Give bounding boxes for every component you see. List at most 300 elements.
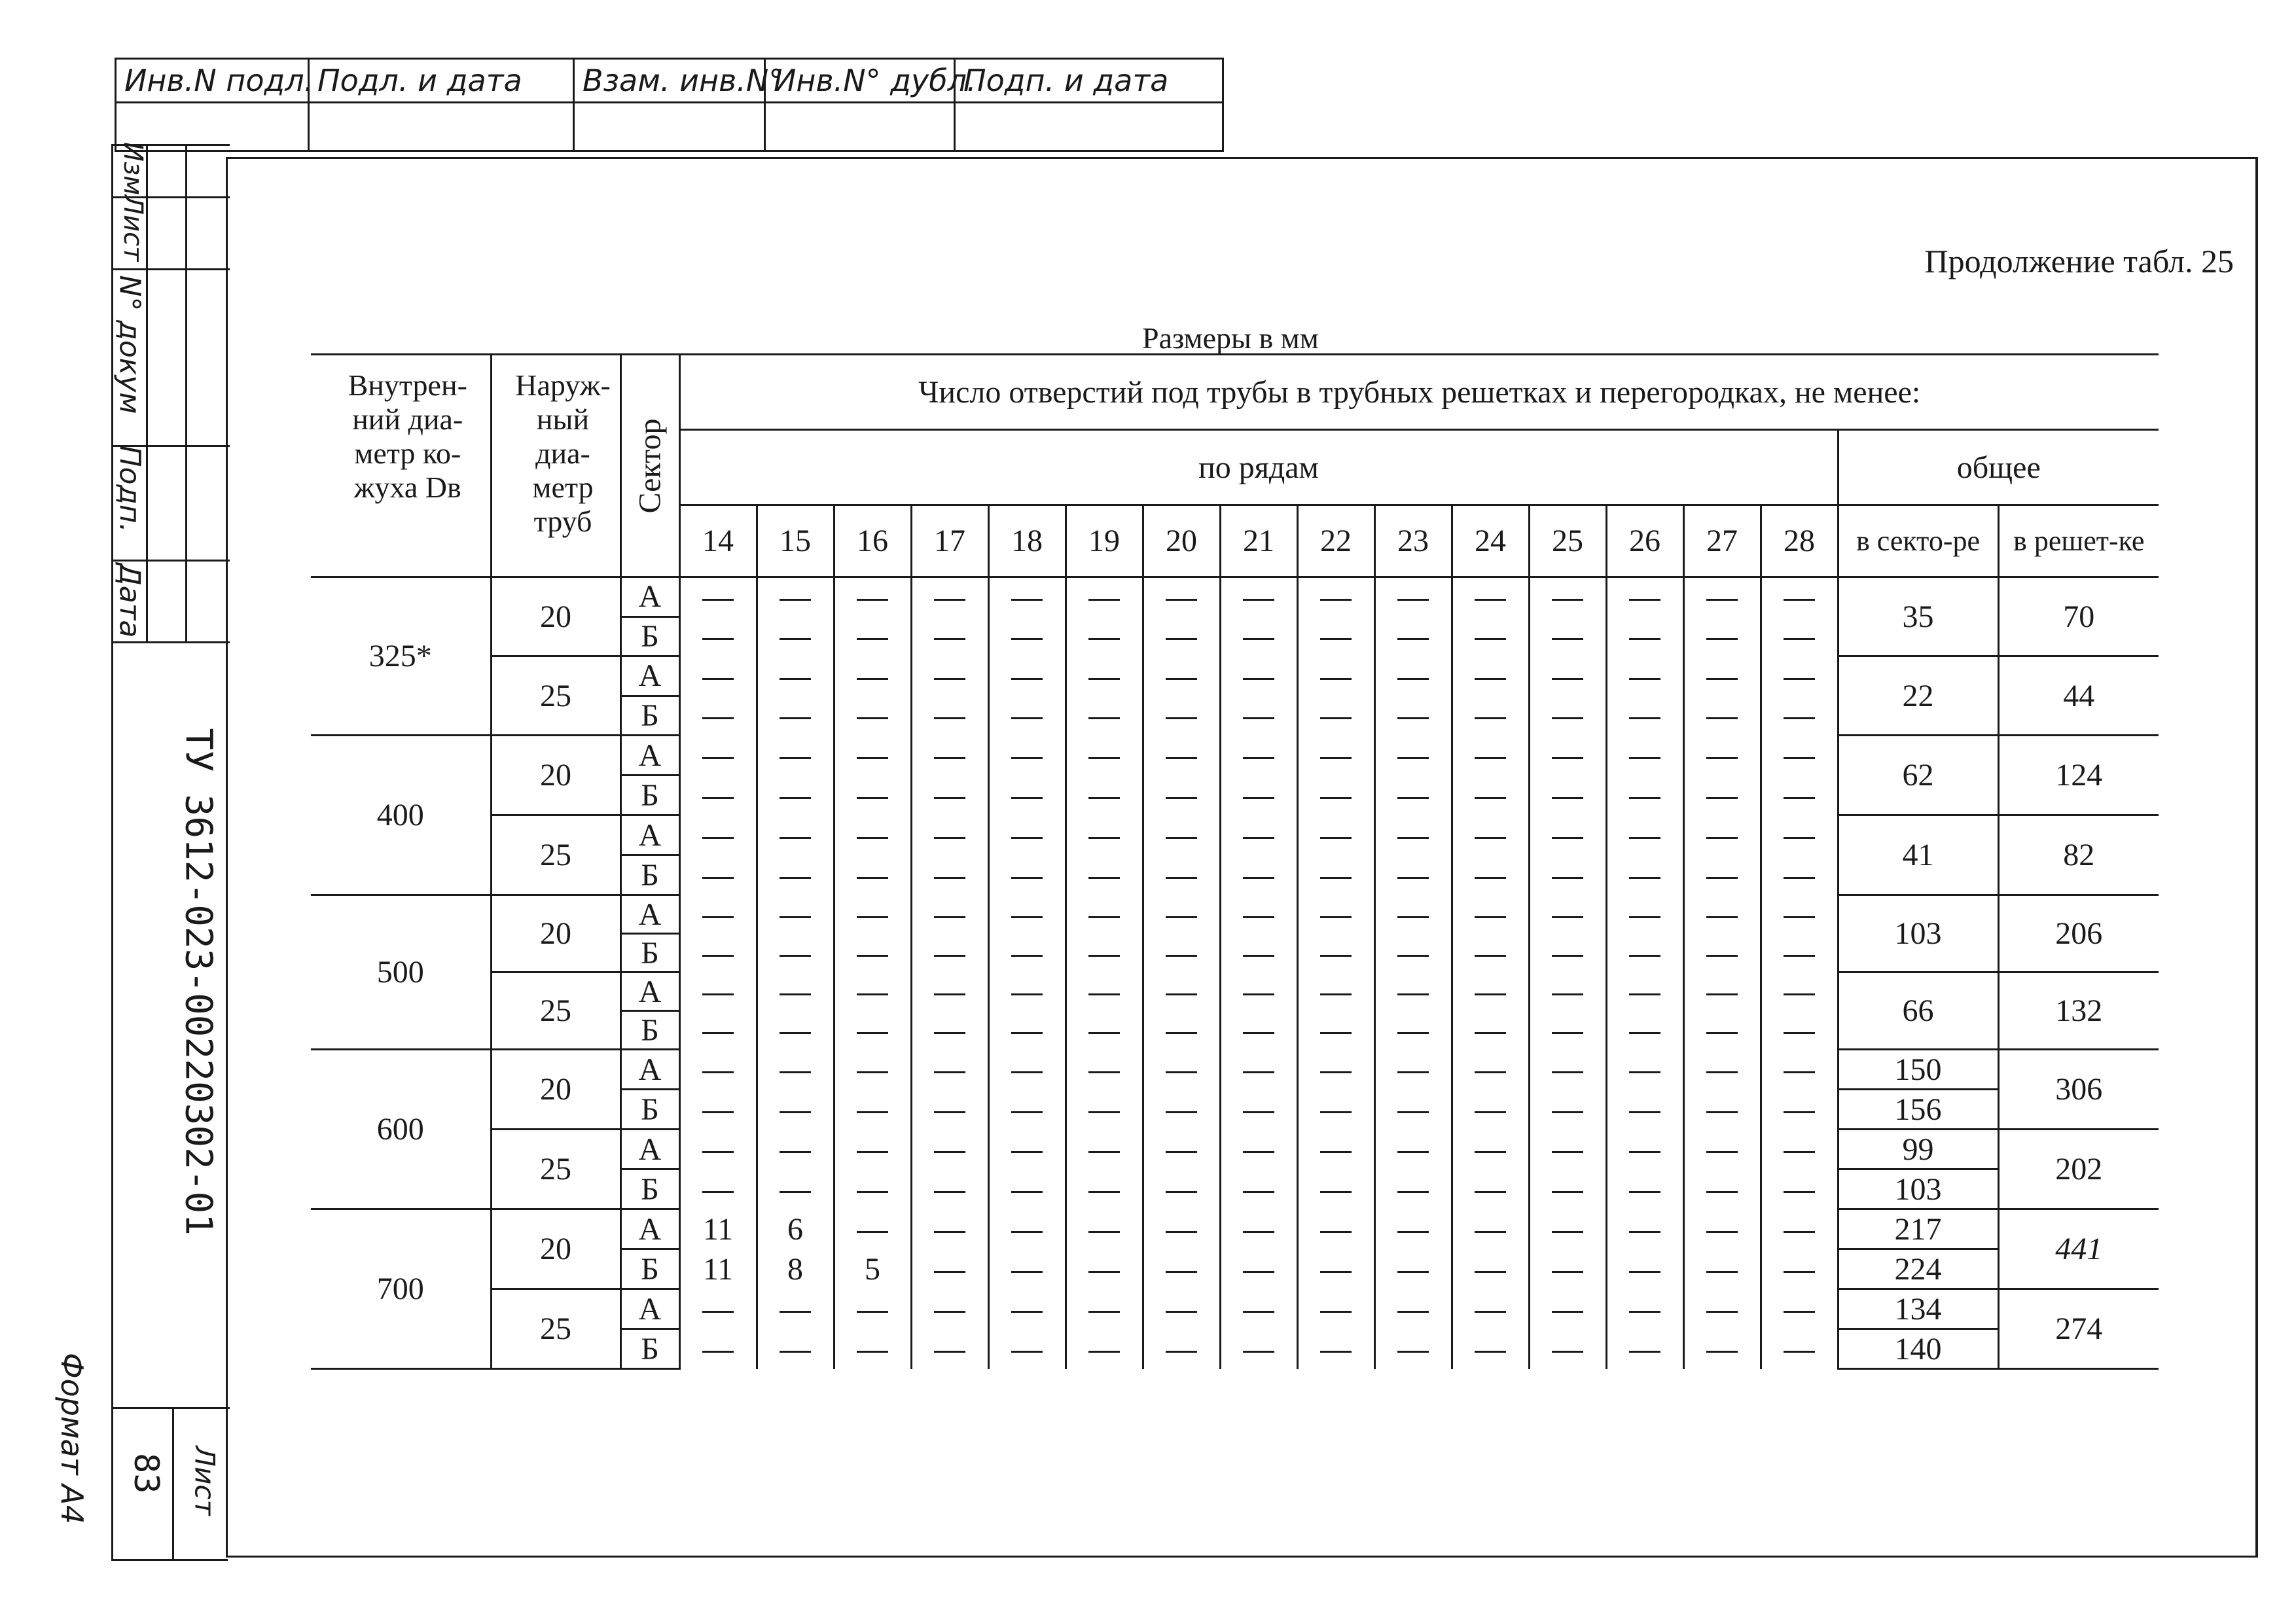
sector-total-cell: 134 bbox=[1838, 1289, 1998, 1329]
empty-dash-cell bbox=[1452, 577, 1529, 617]
empty-dash-cell bbox=[1220, 616, 1297, 656]
empty-dash-cell bbox=[679, 1130, 757, 1169]
sector-cell: А bbox=[620, 656, 679, 696]
dash-mark bbox=[857, 1351, 888, 1353]
empty-dash-cell bbox=[1452, 1169, 1529, 1209]
dash-mark bbox=[1629, 757, 1660, 759]
dash-mark bbox=[1706, 1351, 1738, 1353]
empty-dash-cell bbox=[1297, 1169, 1374, 1209]
empty-dash-cell bbox=[1683, 1090, 1761, 1130]
sector-cell: А bbox=[620, 1289, 679, 1329]
dash-mark bbox=[1706, 1311, 1738, 1313]
empty-dash-cell bbox=[1606, 934, 1683, 972]
empty-dash-cell bbox=[679, 656, 757, 696]
empty-dash-cell bbox=[1529, 736, 1606, 776]
dash-mark bbox=[1629, 1151, 1660, 1153]
dash-mark bbox=[1706, 1231, 1738, 1233]
empty-dash-cell bbox=[988, 696, 1066, 736]
empty-dash-cell bbox=[911, 1090, 988, 1130]
sector-cell: А bbox=[620, 577, 679, 617]
empty-dash-cell bbox=[1374, 1011, 1452, 1050]
dash-mark bbox=[1475, 797, 1506, 799]
dash-mark bbox=[857, 993, 888, 995]
dash-mark bbox=[1320, 1231, 1352, 1233]
dash-mark bbox=[780, 1351, 811, 1353]
empty-dash-cell bbox=[1452, 1130, 1529, 1169]
empty-dash-cell bbox=[1683, 616, 1761, 656]
dash-mark bbox=[1088, 916, 1120, 918]
empty-dash-cell bbox=[757, 895, 834, 934]
empty-dash-cell bbox=[1143, 972, 1220, 1011]
dash-mark bbox=[1088, 797, 1120, 799]
outer-diameter-cell: 25 bbox=[491, 972, 620, 1050]
dash-mark bbox=[857, 717, 888, 719]
empty-dash-cell bbox=[988, 1289, 1066, 1329]
empty-dash-cell bbox=[1297, 577, 1374, 617]
empty-dash-cell bbox=[988, 1130, 1066, 1169]
stamp-label: Подп. и дата bbox=[956, 60, 1222, 103]
dash-mark bbox=[1552, 1231, 1583, 1233]
empty-dash-cell bbox=[988, 656, 1066, 696]
dash-mark bbox=[934, 1151, 965, 1153]
dash-mark bbox=[1552, 797, 1583, 799]
grid-total-cell: 70 bbox=[1998, 577, 2159, 656]
empty-dash-cell bbox=[1529, 895, 1606, 934]
dash-mark bbox=[702, 1151, 734, 1153]
dash-mark bbox=[1166, 1351, 1197, 1353]
dash-mark bbox=[702, 678, 734, 680]
empty-dash-cell bbox=[1297, 1011, 1374, 1050]
empty-dash-cell bbox=[1143, 736, 1220, 776]
dash-mark bbox=[934, 993, 965, 995]
empty-dash-cell bbox=[679, 855, 757, 895]
dash-mark bbox=[1552, 955, 1583, 957]
empty-dash-cell bbox=[1452, 736, 1529, 776]
dash-mark bbox=[1320, 1311, 1352, 1313]
dash-mark bbox=[1784, 916, 1815, 918]
dash-mark bbox=[1475, 1231, 1506, 1233]
empty-dash-cell bbox=[1066, 656, 1143, 696]
dash-mark bbox=[702, 1111, 734, 1113]
empty-dash-cell bbox=[988, 1050, 1066, 1090]
dash-mark bbox=[1243, 916, 1274, 918]
empty-dash-cell bbox=[834, 1050, 911, 1090]
empty-dash-cell bbox=[1606, 1050, 1683, 1090]
dash-mark bbox=[1243, 837, 1274, 839]
dash-mark bbox=[1397, 993, 1429, 995]
empty-dash-cell bbox=[1761, 895, 1838, 934]
empty-dash-cell bbox=[988, 1209, 1066, 1249]
empty-dash-cell bbox=[1606, 616, 1683, 656]
side-label-doc-number: N° докум bbox=[113, 275, 147, 414]
dash-mark bbox=[1706, 797, 1738, 799]
dash-mark bbox=[1629, 1271, 1660, 1273]
empty-dash-cell bbox=[679, 616, 757, 656]
dash-mark bbox=[702, 638, 734, 640]
sector-cell: А bbox=[620, 815, 679, 855]
dash-mark bbox=[1629, 797, 1660, 799]
dash-mark bbox=[1784, 717, 1815, 719]
empty-dash-cell bbox=[1066, 1169, 1143, 1209]
empty-dash-cell bbox=[1606, 1209, 1683, 1249]
header-row-number: 17 bbox=[911, 505, 988, 577]
grid-total-cell: 82 bbox=[1998, 815, 2159, 895]
sector-total-cell: 99 bbox=[1838, 1130, 1998, 1169]
dash-mark bbox=[1320, 955, 1352, 957]
dash-mark bbox=[934, 837, 965, 839]
dash-mark bbox=[1166, 955, 1197, 957]
dash-mark bbox=[1166, 916, 1197, 918]
dash-mark bbox=[1320, 717, 1352, 719]
empty-dash-cell bbox=[911, 1329, 988, 1369]
dash-mark bbox=[1243, 1311, 1274, 1313]
dash-mark bbox=[1475, 1111, 1506, 1113]
empty-dash-cell bbox=[757, 934, 834, 972]
dash-mark bbox=[1784, 1271, 1815, 1273]
header-hole-count: Число отверстий под трубы в трубных решетках и перегородках, не менее: bbox=[679, 355, 2159, 430]
empty-dash-cell bbox=[679, 895, 757, 934]
dash-mark bbox=[1784, 1032, 1815, 1034]
empty-dash-cell bbox=[1683, 855, 1761, 895]
dash-mark bbox=[1320, 1271, 1352, 1273]
sector-cell: Б bbox=[620, 934, 679, 972]
header-total: общее bbox=[1838, 430, 2159, 505]
outer-diameter-cell: 20 bbox=[491, 1209, 620, 1289]
empty-dash-cell bbox=[834, 776, 911, 815]
dash-mark bbox=[1011, 1271, 1043, 1273]
sector-total-cell: 41 bbox=[1838, 815, 1998, 895]
empty-dash-cell bbox=[1143, 1289, 1220, 1329]
dash-mark bbox=[1629, 678, 1660, 680]
dash-mark bbox=[934, 599, 965, 601]
dash-mark bbox=[1629, 717, 1660, 719]
empty-dash-cell bbox=[1683, 895, 1761, 934]
stamp-col-inv-duplicate bbox=[766, 60, 977, 150]
empty-dash-cell bbox=[1683, 736, 1761, 776]
dash-mark bbox=[780, 877, 811, 879]
empty-dash-cell bbox=[1297, 1329, 1374, 1369]
empty-dash-cell bbox=[1297, 815, 1374, 855]
empty-dash-cell bbox=[1066, 934, 1143, 972]
empty-dash-cell bbox=[911, 895, 988, 934]
dash-mark bbox=[1397, 678, 1429, 680]
empty-dash-cell bbox=[1143, 616, 1220, 656]
dash-mark bbox=[1552, 1351, 1583, 1353]
outer-diameter-cell: 20 bbox=[491, 1050, 620, 1130]
empty-dash-cell bbox=[1297, 934, 1374, 972]
dash-mark bbox=[1706, 678, 1738, 680]
stamp-label: Инв.N° дубл. bbox=[766, 60, 954, 103]
dash-mark bbox=[934, 955, 965, 957]
empty-dash-cell bbox=[1529, 1050, 1606, 1090]
empty-dash-cell bbox=[1761, 1050, 1838, 1090]
dash-mark bbox=[1320, 797, 1352, 799]
dash-mark bbox=[1166, 717, 1197, 719]
dash-mark bbox=[1397, 916, 1429, 918]
empty-dash-cell bbox=[1683, 1011, 1761, 1050]
sector-total-cell: 22 bbox=[1838, 656, 1998, 736]
empty-dash-cell bbox=[1297, 1130, 1374, 1169]
empty-dash-cell bbox=[1606, 972, 1683, 1011]
dash-mark bbox=[780, 717, 811, 719]
empty-dash-cell bbox=[988, 1169, 1066, 1209]
sector-total-cell: 140 bbox=[1838, 1329, 1998, 1369]
empty-dash-cell bbox=[834, 1209, 911, 1249]
empty-dash-cell bbox=[1374, 1289, 1452, 1329]
stamp-strip bbox=[115, 58, 1224, 152]
dash-mark bbox=[780, 1111, 811, 1113]
empty-dash-cell bbox=[757, 1329, 834, 1369]
dash-mark bbox=[1629, 955, 1660, 957]
header-row-number: 28 bbox=[1761, 505, 1838, 577]
empty-dash-cell bbox=[1529, 855, 1606, 895]
dash-mark bbox=[1088, 599, 1120, 601]
dash-mark bbox=[1475, 1271, 1506, 1273]
empty-dash-cell bbox=[988, 1249, 1066, 1289]
dash-mark bbox=[1784, 757, 1815, 759]
dash-mark bbox=[1475, 678, 1506, 680]
dash-mark bbox=[1706, 1071, 1738, 1073]
empty-dash-cell bbox=[679, 972, 757, 1011]
dash-mark bbox=[1243, 678, 1274, 680]
empty-dash-cell bbox=[1066, 972, 1143, 1011]
empty-dash-cell bbox=[834, 577, 911, 617]
empty-dash-cell bbox=[911, 736, 988, 776]
dash-mark bbox=[1629, 1351, 1660, 1353]
dash-mark bbox=[1320, 877, 1352, 879]
dash-mark bbox=[1011, 837, 1043, 839]
dash-mark bbox=[1629, 837, 1660, 839]
dash-mark bbox=[780, 757, 811, 759]
dash-mark bbox=[702, 837, 734, 839]
empty-dash-cell bbox=[1066, 736, 1143, 776]
dash-mark bbox=[1166, 1191, 1197, 1193]
empty-dash-cell bbox=[911, 855, 988, 895]
empty-dash-cell bbox=[988, 972, 1066, 1011]
dash-mark bbox=[1552, 1151, 1583, 1153]
empty-dash-cell bbox=[1683, 934, 1761, 972]
dash-mark bbox=[1166, 1271, 1197, 1273]
sector-cell: Б bbox=[620, 1169, 679, 1209]
empty-dash-cell bbox=[988, 1090, 1066, 1130]
empty-dash-cell bbox=[1529, 1090, 1606, 1130]
empty-dash-cell bbox=[1761, 656, 1838, 696]
empty-dash-cell bbox=[1374, 1050, 1452, 1090]
dash-mark bbox=[857, 1311, 888, 1313]
empty-dash-cell bbox=[1374, 696, 1452, 736]
dash-mark bbox=[1706, 1191, 1738, 1193]
dash-mark bbox=[1011, 1111, 1043, 1113]
sector-cell: А bbox=[620, 1130, 679, 1169]
dash-mark bbox=[1784, 877, 1815, 879]
dash-mark bbox=[1706, 1271, 1738, 1273]
dash-mark bbox=[1552, 1271, 1583, 1273]
dash-mark bbox=[1243, 797, 1274, 799]
dash-mark bbox=[702, 599, 734, 601]
empty-dash-cell bbox=[834, 696, 911, 736]
dash-mark bbox=[780, 1191, 811, 1193]
empty-dash-cell bbox=[1452, 855, 1529, 895]
grid-total-cell: 441 bbox=[1998, 1209, 2159, 1289]
empty-dash-cell bbox=[757, 1090, 834, 1130]
dash-mark bbox=[1243, 638, 1274, 640]
dash-mark bbox=[1011, 757, 1043, 759]
dash-mark bbox=[934, 877, 965, 879]
empty-dash-cell bbox=[1452, 656, 1529, 696]
empty-dash-cell bbox=[757, 1289, 834, 1329]
empty-dash-cell bbox=[757, 656, 834, 696]
header-sector-label: Сектор bbox=[632, 418, 668, 513]
dash-mark bbox=[780, 916, 811, 918]
empty-dash-cell bbox=[1452, 1209, 1529, 1249]
header-in-grid: в решет-ке bbox=[1998, 505, 2159, 577]
empty-dash-cell bbox=[1761, 1329, 1838, 1369]
empty-dash-cell bbox=[1606, 776, 1683, 815]
empty-dash-cell bbox=[1452, 1329, 1529, 1369]
dash-mark bbox=[1088, 955, 1120, 957]
dash-mark bbox=[1784, 1351, 1815, 1353]
dash-mark bbox=[1011, 599, 1043, 601]
dash-mark bbox=[1166, 638, 1197, 640]
empty-dash-cell bbox=[1606, 1329, 1683, 1369]
dash-mark bbox=[1552, 638, 1583, 640]
empty-dash-cell bbox=[834, 736, 911, 776]
sector-cell: А bbox=[620, 1050, 679, 1090]
dash-mark bbox=[702, 877, 734, 879]
dash-mark bbox=[1475, 1191, 1506, 1193]
empty-dash-cell bbox=[757, 1050, 834, 1090]
dash-mark bbox=[1552, 1191, 1583, 1193]
empty-dash-cell bbox=[1220, 577, 1297, 617]
dash-mark bbox=[1629, 638, 1660, 640]
empty-dash-cell bbox=[1683, 1249, 1761, 1289]
empty-dash-cell bbox=[911, 656, 988, 696]
dash-mark bbox=[1397, 717, 1429, 719]
empty-dash-cell bbox=[1220, 1329, 1297, 1369]
empty-dash-cell bbox=[834, 815, 911, 855]
dash-mark bbox=[1011, 717, 1043, 719]
empty-dash-cell bbox=[911, 815, 988, 855]
empty-dash-cell bbox=[1606, 1249, 1683, 1289]
empty-dash-cell bbox=[1606, 736, 1683, 776]
empty-dash-cell bbox=[1220, 736, 1297, 776]
empty-dash-cell bbox=[1220, 776, 1297, 815]
empty-dash-cell bbox=[1066, 1050, 1143, 1090]
grid-total-cell: 274 bbox=[1998, 1289, 2159, 1369]
empty-dash-cell bbox=[1374, 736, 1452, 776]
empty-dash-cell bbox=[1452, 1011, 1529, 1050]
dash-mark bbox=[934, 638, 965, 640]
dash-mark bbox=[1166, 678, 1197, 680]
empty-dash-cell bbox=[1374, 1249, 1452, 1289]
dash-mark bbox=[1088, 678, 1120, 680]
dash-mark bbox=[1011, 1351, 1043, 1353]
dash-mark bbox=[1397, 1351, 1429, 1353]
dash-mark bbox=[857, 877, 888, 879]
empty-dash-cell bbox=[757, 815, 834, 855]
empty-dash-cell bbox=[1683, 577, 1761, 617]
empty-dash-cell bbox=[1220, 656, 1297, 696]
dash-mark bbox=[857, 757, 888, 759]
dash-mark bbox=[1397, 1271, 1429, 1273]
sector-cell: Б bbox=[620, 696, 679, 736]
header-row-number: 15 bbox=[757, 505, 834, 577]
empty-dash-cell bbox=[1452, 1289, 1529, 1329]
empty-dash-cell bbox=[1220, 1011, 1297, 1050]
dash-mark bbox=[1475, 1032, 1506, 1034]
dash-mark bbox=[1475, 1071, 1506, 1073]
dash-mark bbox=[1011, 877, 1043, 879]
sector-cell: Б bbox=[620, 1329, 679, 1369]
dash-mark bbox=[1243, 757, 1274, 759]
empty-dash-cell bbox=[1220, 1249, 1297, 1289]
empty-dash-cell bbox=[1066, 1011, 1143, 1050]
header-by-rows: по рядам bbox=[679, 430, 1838, 505]
empty-dash-cell bbox=[1143, 1329, 1220, 1369]
format-label: Формат А4 bbox=[54, 1353, 90, 1524]
empty-dash-cell bbox=[1452, 1249, 1529, 1289]
empty-dash-cell bbox=[988, 776, 1066, 815]
dash-mark bbox=[1166, 797, 1197, 799]
dash-mark bbox=[1629, 599, 1660, 601]
empty-dash-cell bbox=[1143, 776, 1220, 815]
empty-dash-cell bbox=[1220, 1289, 1297, 1329]
empty-dash-cell bbox=[1374, 577, 1452, 617]
empty-dash-cell bbox=[757, 1130, 834, 1169]
dash-mark bbox=[780, 1151, 811, 1153]
empty-dash-cell bbox=[1606, 1169, 1683, 1209]
dash-mark bbox=[1397, 1231, 1429, 1233]
empty-dash-cell bbox=[1143, 895, 1220, 934]
empty-dash-cell bbox=[1143, 1249, 1220, 1289]
stamp-label: Инв.N подл. bbox=[117, 60, 308, 103]
header-row-number: 27 bbox=[1683, 505, 1761, 577]
dash-mark bbox=[1397, 955, 1429, 957]
sector-total-cell: 103 bbox=[1838, 1169, 1998, 1209]
header-row-number: 18 bbox=[988, 505, 1066, 577]
empty-dash-cell bbox=[1452, 616, 1529, 656]
dash-mark bbox=[934, 717, 965, 719]
dash-mark bbox=[702, 1351, 734, 1353]
dash-mark bbox=[1088, 993, 1120, 995]
dash-mark bbox=[1243, 1191, 1274, 1193]
dash-mark bbox=[934, 1231, 965, 1233]
empty-dash-cell bbox=[1066, 616, 1143, 656]
grid-total-cell: 202 bbox=[1998, 1130, 2159, 1209]
dash-mark bbox=[1011, 1032, 1043, 1034]
dash-mark bbox=[1011, 678, 1043, 680]
dash-mark bbox=[1088, 1351, 1120, 1353]
empty-dash-cell bbox=[988, 895, 1066, 934]
empty-dash-cell bbox=[1761, 616, 1838, 656]
empty-dash-cell bbox=[679, 1169, 757, 1209]
dash-mark bbox=[1011, 1311, 1043, 1313]
dash-mark bbox=[702, 993, 734, 995]
dash-mark bbox=[1011, 638, 1043, 640]
empty-dash-cell bbox=[988, 815, 1066, 855]
dash-mark bbox=[780, 837, 811, 839]
empty-dash-cell bbox=[1529, 1289, 1606, 1329]
dash-mark bbox=[1088, 757, 1120, 759]
empty-dash-cell bbox=[834, 895, 911, 934]
dash-mark bbox=[780, 1032, 811, 1034]
stamp-col-sign-date-2 bbox=[956, 60, 1222, 150]
dash-mark bbox=[1552, 916, 1583, 918]
dash-mark bbox=[1088, 1231, 1120, 1233]
empty-dash-cell bbox=[834, 616, 911, 656]
dash-mark bbox=[1629, 1231, 1660, 1233]
empty-dash-cell bbox=[988, 736, 1066, 776]
